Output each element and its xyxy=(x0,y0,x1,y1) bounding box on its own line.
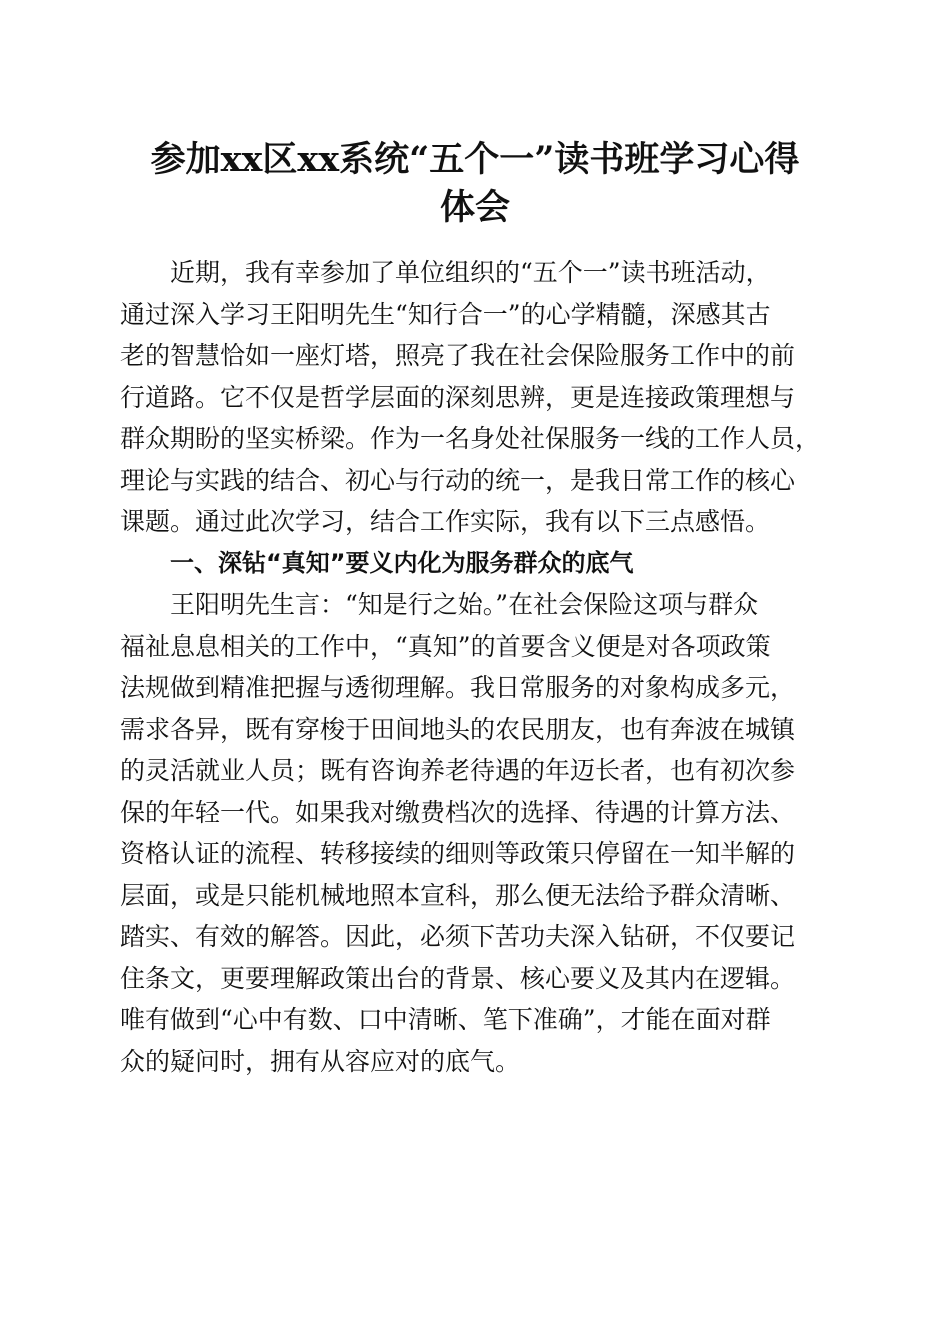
title-line: 体会 xyxy=(439,187,510,228)
text-line: 保的年轻一代。如果我对缴费档次的选择、待遇的计算方法、 xyxy=(120,797,796,827)
text-line: 层面，或是只能机械地照本宣科，那么便无法给予群众清晰、 xyxy=(120,880,796,910)
text-line: 踏实、有效的解答。因此，必须下苦功夫深入钻研，不仅要记 xyxy=(120,922,796,951)
document-body xyxy=(120,252,840,1082)
text-line: 法规做到精准把握与透彻理解。我日常服务的对象构成多元， xyxy=(120,673,796,702)
text-line: 通过深入学习王阳明先生“知行合一”的心学精髓，深感其古 xyxy=(120,299,771,329)
text-line: 老的智慧恰如一座灯塔，照亮了我在社会保险服务工作中的前 xyxy=(120,341,796,370)
text-line: 唯有做到“心中有数、口中清晰、笔下准确”，才能在面对群 xyxy=(120,1005,771,1034)
text-line: 福祉息息相关的工作中，“真知”的首要含义便是对各项政策 xyxy=(120,631,771,661)
text-line: 群众期盼的坚实桥梁。作为一名身处社保服务一线的工作人员， xyxy=(120,424,821,453)
text-line: 资格认证的流程、转移接续的细则等政策只停留在一知半解的 xyxy=(120,839,796,868)
title-line: 参加xx区xx系统“五个一”读书班学习心得 xyxy=(150,139,800,180)
text-line: 行道路。它不仅是哲学层面的深刻思辨，更是连接政策理想与 xyxy=(120,382,796,412)
text-line: 课题。通过此次学习，结合工作实际，我有以下三点感悟。 xyxy=(120,507,771,536)
text-line: 王阳明先生言：“知是行之始。”在社会保险这项与群众 xyxy=(170,590,759,619)
text-line: 众的疑问时，拥有从容应对的底气。 xyxy=(120,1046,521,1076)
paragraph-section-1 xyxy=(120,584,840,1082)
text-line: 理论与实践的结合、初心与行动的统一，是我日常工作的核心 xyxy=(120,465,796,495)
text-line: 近期，我有幸参加了单位组织的“五个一”读书班活动， xyxy=(170,258,771,287)
document-title xyxy=(100,136,850,232)
text-line: 的灵活就业人员；既有咨询养老待遇的年迈长者，也有初次参 xyxy=(120,756,796,785)
text-line: 住条文，更要理解政策出台的背景、核心要义及其内在逻辑。 xyxy=(120,963,796,993)
paragraph-intro xyxy=(120,252,840,543)
text-line: 需求各异，既有穿梭于田间地头的农民朋友，也有奔波在城镇 xyxy=(120,714,796,744)
section-heading: 一、深钻“真知”要义内化为服务群众的底气 xyxy=(170,548,634,577)
